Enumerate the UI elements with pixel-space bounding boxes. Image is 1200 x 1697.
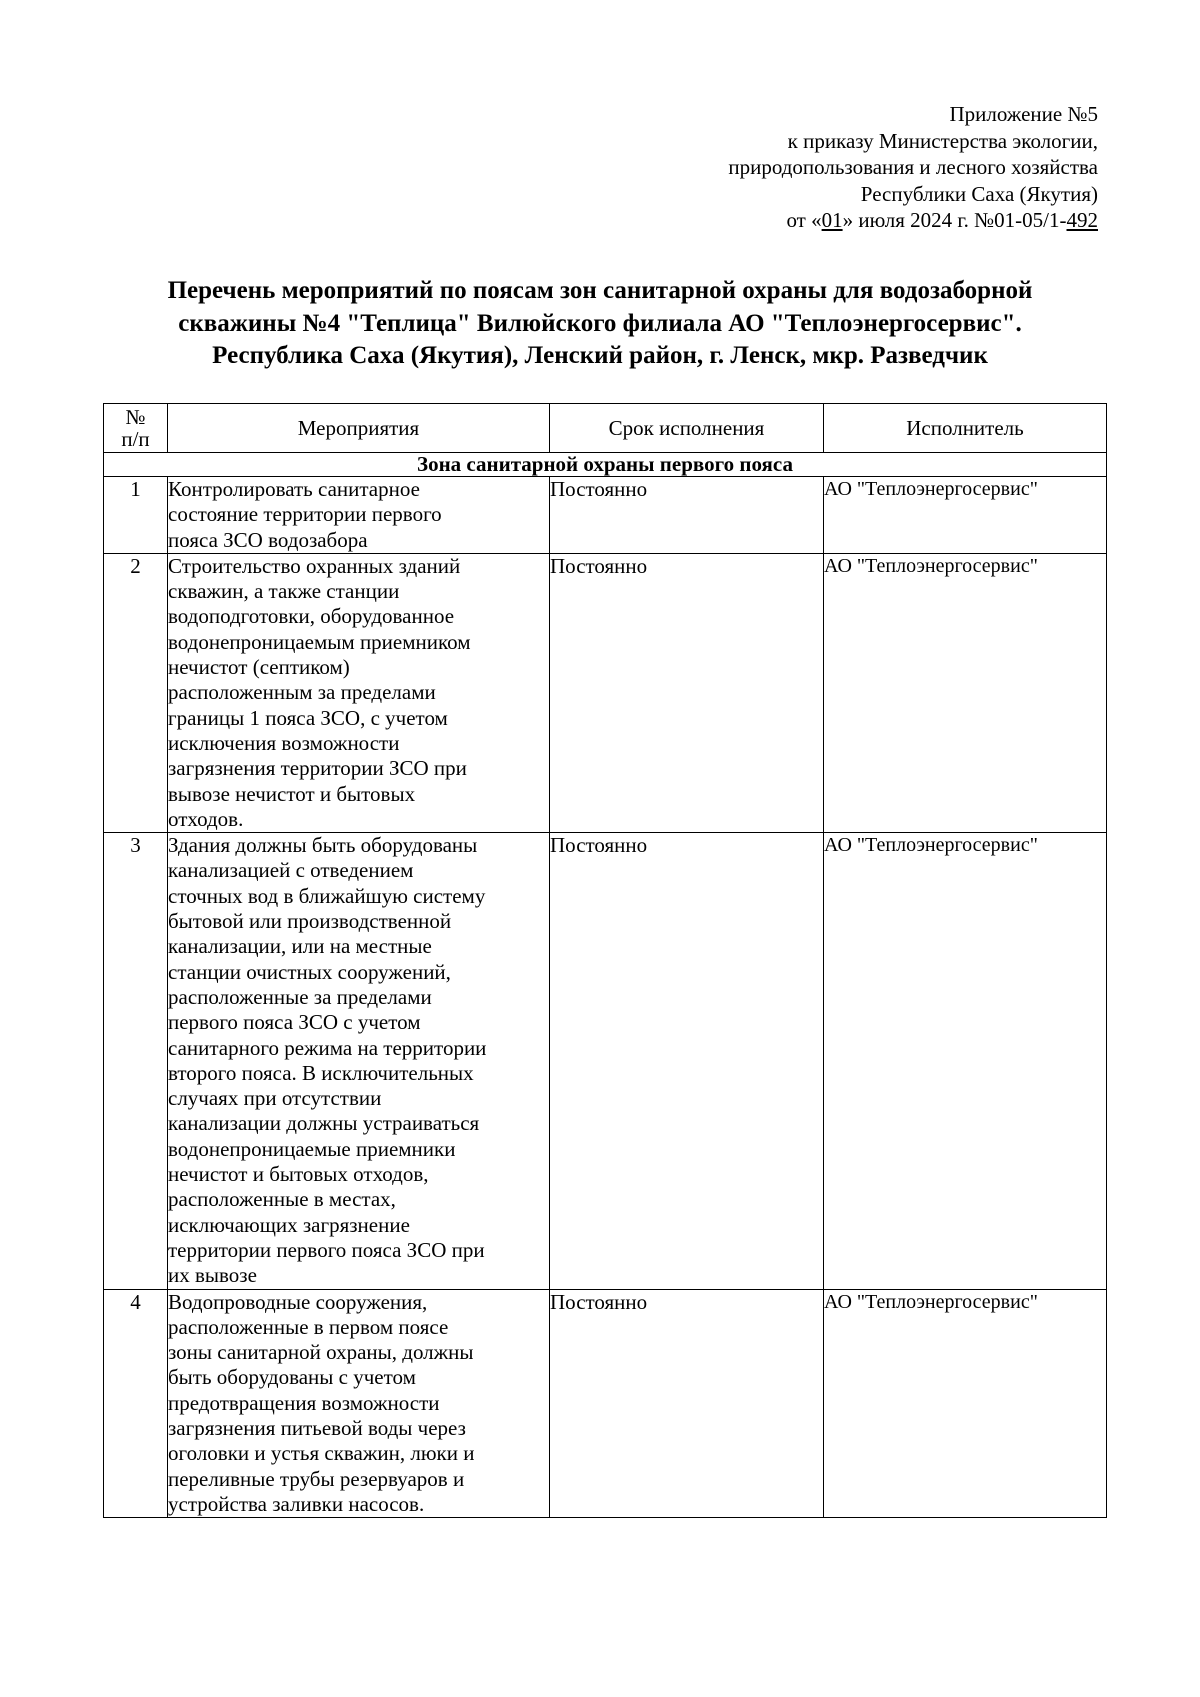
row-term: Постоянно xyxy=(550,833,824,1289)
activity-line: нечистот и бытовых отходов, xyxy=(168,1162,429,1187)
activity-line: второго пояса. В исключительных xyxy=(168,1060,474,1085)
title-line: Республика Саха (Якутия), Ленский район, г. Ленск, мкр. Разведчик xyxy=(212,342,988,369)
appendix-line: к приказу Министерства экологии, xyxy=(787,128,1098,153)
header-activities: Мероприятия xyxy=(168,404,550,453)
row-number: 3 xyxy=(104,833,168,1289)
activity-line: сточных вод в ближайшую систему xyxy=(168,883,486,908)
date-day: 01 xyxy=(821,208,843,232)
row-number: 1 xyxy=(104,477,168,554)
activity-line: скважин, а также станции xyxy=(168,579,400,604)
activity-line: Здания должны быть оборудованы xyxy=(168,833,478,858)
activity-line: загрязнения территории ЗСО при xyxy=(168,756,467,781)
activity-line: Контролировать санитарное xyxy=(168,477,420,501)
header-term: Срок исполнения xyxy=(550,404,824,453)
title-line: скважины №4 "Теплица" Вилюйского филиала АО "Теплоэнергосервис". xyxy=(178,309,1022,337)
doc-number: 492 xyxy=(1066,208,1098,232)
appendix-line: Приложение №5 xyxy=(949,102,1098,126)
activity-line: расположенные в местах, xyxy=(168,1187,396,1212)
activity-line: исключения возможности xyxy=(168,730,400,755)
row-activity xyxy=(168,477,550,554)
table-row xyxy=(104,1289,1107,1518)
row-executor: АО "Теплоэнергосервис" xyxy=(824,1289,1107,1518)
activity-line: зоны санитарной охраны, должны xyxy=(168,1340,474,1365)
table-row xyxy=(104,477,1107,554)
measures-table xyxy=(103,403,1107,1518)
row-activity xyxy=(168,553,550,832)
appendix-header xyxy=(728,101,1098,234)
activity-line: предотвращения возможности xyxy=(168,1390,440,1415)
row-executor: АО "Теплоэнергосервис" xyxy=(824,553,1107,832)
appendix-date-line xyxy=(728,207,1098,234)
activity-line: территории первого пояса ЗСО при xyxy=(168,1237,485,1262)
activity-line: канализации, или на местные xyxy=(168,934,432,959)
activity-line: загрязнения питьевой воды через xyxy=(168,1415,466,1440)
row-term: Постоянно xyxy=(550,1289,824,1518)
activity-line: случаях при отсутствии xyxy=(168,1086,382,1111)
activity-line: вывозе нечистот и бытовых xyxy=(168,781,416,806)
row-term: Постоянно xyxy=(550,553,824,832)
activity-line: устройства заливки насосов. xyxy=(168,1491,425,1516)
date-middle: » июля 2024 г. №01-05/1- xyxy=(842,208,1067,232)
activity-line: бытовой или производственной xyxy=(168,909,452,934)
activity-line: водоподготовки, оборудованное xyxy=(168,604,455,629)
row-number: 2 xyxy=(104,553,168,832)
activity-line: расположенные в первом поясе xyxy=(168,1314,449,1339)
row-executor: АО "Теплоэнергосервис" xyxy=(824,477,1107,554)
activity-line: переливные трубы резервуаров и xyxy=(168,1466,465,1491)
table-row xyxy=(104,833,1107,1289)
appendix-line: Республики Саха (Якутия) xyxy=(860,181,1098,206)
activity-line: отходов. xyxy=(168,806,244,831)
activity-line: расположенные за пределами xyxy=(168,984,432,1009)
activity-line: состояние территории первого xyxy=(168,502,442,527)
activity-line: Водопроводные сооружения, xyxy=(168,1289,428,1314)
activity-line: канализацией с отведением xyxy=(168,858,414,883)
activity-line: оголовки и устья скважин, люки и xyxy=(168,1441,475,1466)
header-num-symbol: № xyxy=(125,405,146,429)
activity-line: водонепроницаемым приемником xyxy=(168,629,471,654)
header-num-abbr: п/п xyxy=(121,427,150,451)
row-term: Постоянно xyxy=(550,477,824,554)
zone-title: Зона санитарной охраны первого пояса xyxy=(104,453,1107,477)
activity-line: станции очистных сооружений, xyxy=(168,959,451,984)
activity-line: санитарного режима на территории xyxy=(168,1035,487,1060)
activity-line: пояса ЗСО водозабора xyxy=(168,527,368,552)
zone-row xyxy=(104,453,1107,477)
title-line: Перечень мероприятий по поясам зон санитарной охраны для водозаборной xyxy=(167,277,1033,304)
header-num xyxy=(104,404,168,453)
activity-line: Строительство охранных зданий xyxy=(168,553,461,578)
appendix-line: природопользования и лесного хозяйства xyxy=(728,155,1098,179)
header-executor: Исполнитель xyxy=(824,404,1107,453)
activity-line: водонепроницаемые приемники xyxy=(168,1136,456,1161)
activity-line: канализации должны устраиваться xyxy=(168,1111,480,1136)
date-prefix: от « xyxy=(786,208,822,232)
row-activity xyxy=(168,833,550,1289)
activity-line: исключающих загрязнение xyxy=(168,1212,410,1237)
activity-line: нечистот (септиком) xyxy=(168,655,350,680)
activity-line: быть оборудованы с учетом xyxy=(168,1365,416,1390)
row-activity xyxy=(168,1289,550,1518)
table-header-row xyxy=(104,404,1107,453)
activity-line: их вывозе xyxy=(168,1263,257,1288)
document-title xyxy=(60,275,1140,373)
row-number: 4 xyxy=(104,1289,168,1518)
activity-line: границы 1 пояса ЗСО, с учетом xyxy=(168,705,448,730)
row-executor: АО "Теплоэнергосервис" xyxy=(824,833,1107,1289)
activity-line: первого пояса ЗСО с учетом xyxy=(168,1010,421,1035)
activity-line: расположенным за пределами xyxy=(168,680,436,705)
table-row xyxy=(104,553,1107,832)
